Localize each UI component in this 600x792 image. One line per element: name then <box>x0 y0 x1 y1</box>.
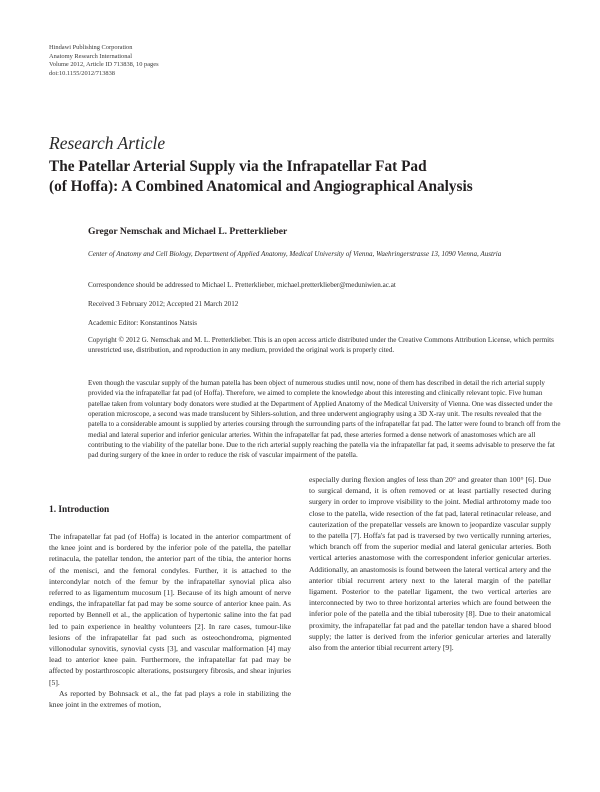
correspondence: Correspondence should be addressed to Michael L. Pretterklieber, michael.pretterklieber@meduniwien.ac.at <box>88 281 396 289</box>
received-accepted-dates: Received 3 February 2012; Accepted 21 March 2012 <box>88 300 239 308</box>
journal-header <box>49 44 159 78</box>
section-heading: 1. Introduction <box>49 505 110 515</box>
article-type: Research Article <box>49 133 166 153</box>
copyright-notice: Copyright © 2012 G. Nemschak and M. L. Pretterklieber. This is an open access article distributed under the Creative Commons Attribution License, which permits unrestricted use, distribution, and reproduction in any medium, provided the original work is properly cited. <box>88 336 554 354</box>
intro-paragraph-1: The infrapatellar fat pad (of Hoffa) is located in the anterior compartment of the knee joint and is bordered by the inferior pole of the patella, the patellar retinacula, the patellar tendon, the anterior part of the tibia, the anterior horns of the menisci, and the femoral condyles. Further, it is attached to the intercondylar notch of the femur by the infrapatellar synovial plica also referred to as ligamentum mucosum [1]. Because of its high amount of nerve endings, the infrapatellar fat pad may be some source of anterior knee pain. As reported by Bennell et al., the application of hypertonic saline into the fat pad led to pain experience in healthy volunteers [2]. In rare cases, tumour-like lesions of the infrapatellar fat pad such as osteochondroma, pigmented villonodular synovitis, synovial cysts [3], and vascular malformation [4] may lead to anterior knee pain. Furthermore, the infrapatellar fat pad may be affected by postarthroscopic alterations, postsurgery fibrosis, and shear injuries [5]. <box>49 532 291 687</box>
title-line-1: The Patellar Arterial Supply via the Infrapatellar Fat Pad <box>49 158 427 175</box>
academic-editor: Academic Editor: Konstantinos Natsis <box>88 319 197 327</box>
journal-name: Anatomy Research International <box>49 52 133 60</box>
doi: doi:10.1155/2012/713838 <box>49 69 115 77</box>
publisher-name: Hindawi Publishing Corporation <box>49 44 133 51</box>
authors: Gregor Nemschak and Michael L. Pretterklieber <box>88 226 288 237</box>
affiliation: Center of Anatomy and Cell Biology, Department of Applied Anatomy, Medical University of Vienna, Waehringerstrasse 13, 1090 Vienna, Austria <box>88 250 502 258</box>
right-column <box>309 474 551 653</box>
volume-info: Volume 2012, Article ID 713838, 10 pages <box>49 61 159 69</box>
intro-paragraph-2: As reported by Bohnsack et al., the fat pad plays a role in stabilizing the knee joint in the extremes of motion, <box>49 688 291 710</box>
title-line-2: (of Hoffa): A Combined Anatomical and Angiographical Analysis <box>49 178 473 195</box>
left-column <box>49 531 291 710</box>
abstract: Even though the vascular supply of the human patella has been object of numerous studies until now, none of them has described in detail the rich arterial supply provided via the infrapatellar fat pad (of Hoffa). Therefore, we aimed to complete the knowledge about this interesting and clinically relevant topic. Five human patellae taken from voluntary body donators were studied at the Department of Applied Anatomy of the Medical University of Vienna. One was dissected under the operation microscope, a second was made translucent by Sihlers-solution, and three underwent angiography using a 3D X-ray unit. The results revealed that the patella to a considerable amount is supplied by arteries coursing through the surrounding parts of the infrapatellar fat pad. The latter were found to branch off from the medial and lateral superior and inferior genicular arteries. Within the infrapatellar fat pad, these arteries formed a dense network of anastomoses which are all contributing to the viability of the patellar bone. Due to the rich arterial supply reaching the patella via the infrapatellar fat pad, it seems advisable to preserve the fat pad during surgery of the knee in order to reduce the risk of vascular impairment of the patella. <box>88 379 561 460</box>
intro-paragraph-3: especially during flexion angles of less than 20° and greater than 100° [6]. Due to surgical demand, it is often removed or at least partially resected during surgery in order to improve visibility to the joint. Medial arthrotomy made too close to the patella, wide resection of the fat pad, lateral retinacular release, and cauterization of the prepatellar vessels are known to jeopardize vascular supply to the patella [7]. Hoffa's fat pad is traversed by two vertically running arteries, which branch off from the superior medial and lateral genicular arteries. Both vertical arteries anastomose with the correspondent inferior genicular arteries. Additionally, an anastomosis is found between the lateral vertical artery and the anterior tibial recurrent artery next to the lateral margin of the patellar ligament. Posterior to the patellar ligament, the two vertical arteries are interconnected by two to three horizontal arteries which are found between the inferior pole of the patella and the tibial tuberosity [8]. Due to their anatomical proximity, the infrapatellar fat pad and the patellar tendon have a shared blood supply; the latter is derived from the inferior genicular arteries and laterally also from the anterior tibial recurrent artery [9]. <box>309 475 552 653</box>
article-title <box>49 157 569 197</box>
